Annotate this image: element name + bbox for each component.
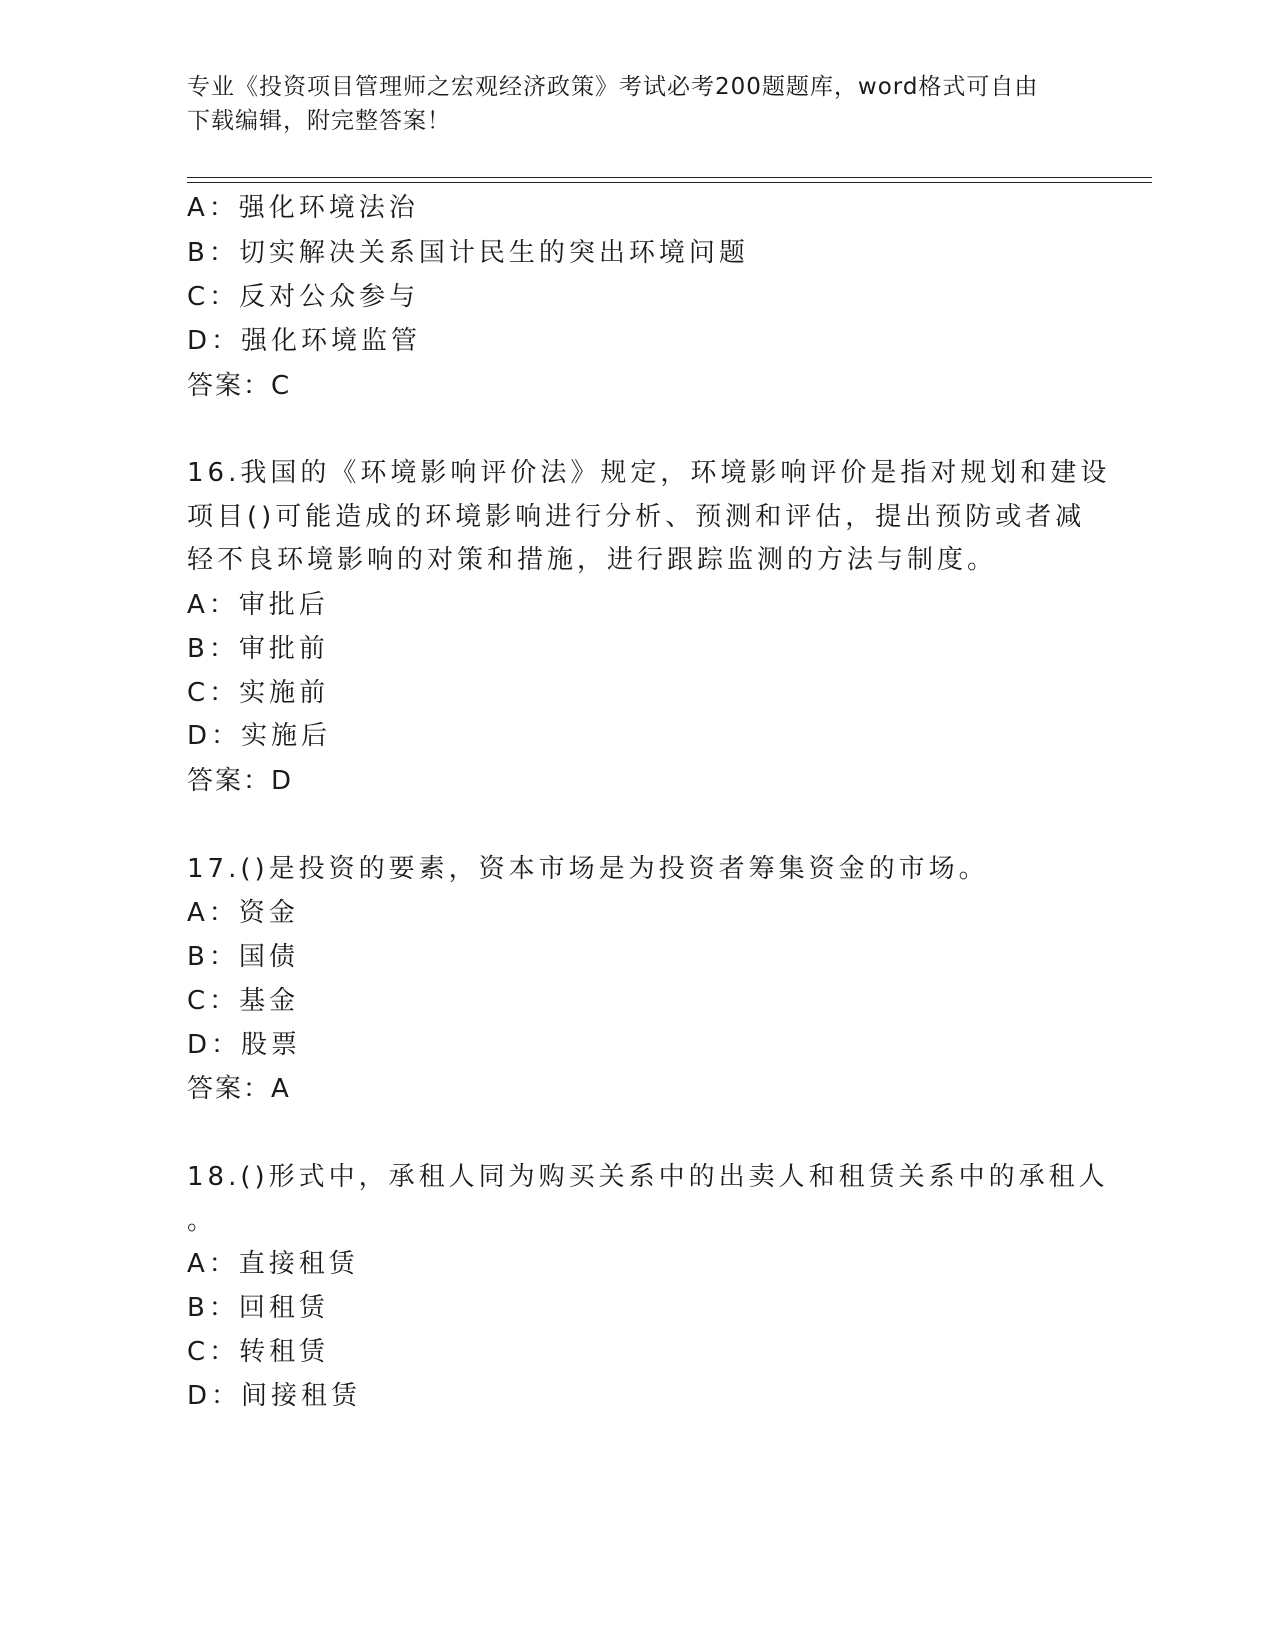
q17-answer: 答案：A: [187, 1074, 291, 1104]
q15-option-c: C：反对公众参与: [187, 282, 420, 312]
q16-option-d: D：实施后: [187, 721, 332, 751]
q15-option-a: A：强化环境法治: [187, 193, 419, 223]
q16-stem-line-2: 项目()可能造成的环境影响进行分析、预测和评估，提出预防或者减: [187, 502, 1086, 532]
q17-option-b: B：国债: [187, 942, 299, 972]
header-line-2: 下载编辑，附完整答案！: [187, 108, 451, 134]
q16-answer: 答案：D: [187, 766, 294, 796]
q15-option-b: B：切实解决关系国计民生的突出环境问题: [187, 238, 749, 268]
q15-option-d: D：强化环境监管: [187, 326, 422, 356]
q16-option-a: A：审批后: [187, 590, 329, 620]
q16-stem-line-3: 轻不良环境影响的对策和措施，进行跟踪监测的方法与制度。: [187, 545, 998, 575]
header-divider-top: [187, 177, 1152, 178]
q18-option-a: A：直接租赁: [187, 1249, 359, 1279]
q16-stem-line-1: 16.我国的《环境影响评价法》规定，环境影响评价是指对规划和建设: [187, 458, 1111, 488]
header-line-1: 专业《投资项目管理师之宏观经济政策》考试必考200题题库，word格式可自由: [187, 74, 1039, 100]
q16-option-b: B：审批前: [187, 634, 329, 664]
header-divider-bottom: [187, 182, 1152, 183]
q17-stem-line-1: 17.()是投资的要素，资本市场是为投资者筹集资金的市场。: [187, 854, 989, 884]
q17-option-a: A：资金: [187, 898, 299, 928]
q17-option-c: C：基金: [187, 986, 300, 1016]
q16-option-c: C：实施前: [187, 678, 330, 708]
q18-stem-line-1: 18.()形式中，承租人同为购买关系中的出卖人和租赁关系中的承租人: [187, 1162, 1109, 1192]
q17-option-d: D：股票: [187, 1030, 302, 1060]
q18-option-b: B：回租赁: [187, 1293, 329, 1323]
q15-answer: 答案：C: [187, 371, 292, 401]
document-header: [187, 70, 1067, 138]
q18-stem-line-2: 。: [187, 1206, 218, 1236]
q18-option-c: C：转租赁: [187, 1337, 330, 1367]
q18-option-d: D：间接租赁: [187, 1381, 362, 1411]
